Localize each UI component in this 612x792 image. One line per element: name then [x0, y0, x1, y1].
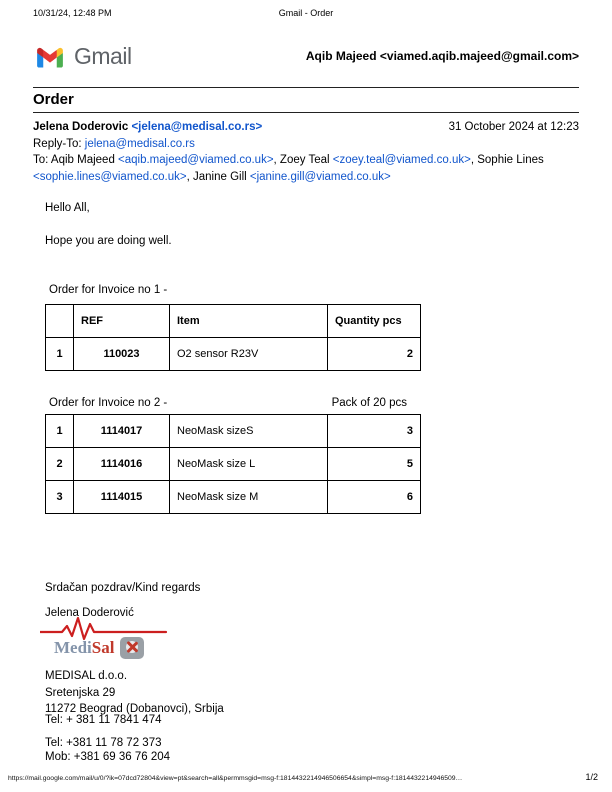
recipient-name: , Zoey Teal: [273, 154, 333, 167]
from-line: [33, 119, 579, 136]
invoice2-table: [45, 414, 421, 514]
cell-item: NeoMask size M: [170, 481, 328, 514]
cell-quantity: 5: [328, 448, 421, 481]
sender-email-link[interactable]: <jelena@medisal.co.rs>: [131, 121, 263, 133]
pack-note: Pack of 20 pcs: [331, 397, 407, 409]
logo-text-sal: Sal: [91, 638, 115, 657]
signature-name: Jelena Doderović: [45, 606, 134, 619]
from-field: [33, 119, 262, 136]
email-meta: [33, 119, 579, 186]
mobile-line: Mob: +381 69 36 76 204: [45, 751, 171, 763]
reply-to-line: [33, 136, 579, 153]
reply-to-email-link[interactable]: jelena@medisal.co.rs: [84, 137, 195, 150]
company-city: 11272 Beograd (Dobanovci), Srbija: [45, 703, 224, 716]
sender-name: Jelena Doderovic: [33, 121, 129, 133]
print-page-number: 1/2: [585, 772, 598, 782]
header-cell-index: [46, 305, 74, 338]
account-owner: Aqib Majeed <viamed.aqib.majeed@gmail.com>: [305, 49, 579, 63]
header-cell-ref: REF: [74, 305, 170, 338]
recipient-email-link[interactable]: <zoey.teal@viamed.co.uk>: [332, 154, 471, 167]
cell-ref: 1114016: [74, 448, 170, 481]
cell-ref: 1114015: [74, 481, 170, 514]
company-address-block: [45, 668, 224, 718]
gmail-m-icon: [33, 43, 67, 70]
gmail-logo: [33, 43, 132, 70]
print-datetime: 10/31/24, 12:48 PM: [33, 8, 112, 18]
print-footer-url: https://mail.google.com/mail/u/0/?ik=07dcd72804&view=pt&search=all&permmsgid=msg-f:1814432214946506654&simpl=msg-f:1814432214946509…: [8, 775, 463, 782]
cell-item: O2 sensor R23V: [170, 338, 328, 371]
recipient-email-link[interactable]: <janine.gill@viamed.co.uk>: [249, 171, 391, 184]
cell-index: 3: [46, 481, 74, 514]
medisal-wordmark: [40, 637, 190, 659]
phone-line-2: Tel: +381 11 78 72 373: [45, 737, 162, 749]
company-name: MEDISAL d.o.o.: [45, 670, 128, 682]
medisal-logo: [40, 615, 190, 659]
invoice2-label: Order for Invoice no 2 -: [49, 397, 168, 409]
table-row: [46, 448, 421, 481]
recipient-email-link[interactable]: <sophie.lines@viamed.co.uk>: [33, 171, 187, 184]
email-date: 31 October 2024 at 12:23: [448, 121, 579, 133]
divider-subject: [33, 112, 579, 113]
divider-top: [33, 87, 579, 88]
table-row: [46, 415, 421, 448]
print-footer: [8, 772, 598, 782]
print-title: Gmail - Order: [278, 8, 334, 18]
recipient-name: , Janine Gill: [186, 171, 250, 184]
cell-quantity: 3: [328, 415, 421, 448]
body-text: Hope you are doing well.: [45, 234, 172, 247]
to-line: [33, 152, 579, 185]
cell-index: 2: [46, 448, 74, 481]
signoff-text: Srdačan pozdrav/Kind regards: [45, 581, 201, 594]
cell-item: NeoMask size L: [170, 448, 328, 481]
cell-ref: 1114017: [74, 415, 170, 448]
to-label: To:: [33, 154, 49, 167]
table-header-row: [46, 305, 421, 338]
medisal-badge-icon: [120, 637, 144, 659]
header-cell-item: Item: [170, 305, 328, 338]
logo-text-medi: Medi: [54, 638, 92, 657]
print-header: [33, 8, 579, 18]
cell-item: NeoMask sizeS: [170, 415, 328, 448]
gmail-wordmark: Gmail: [74, 42, 132, 69]
table-row: [46, 338, 421, 371]
company-street: Sretenjska 29: [45, 686, 116, 699]
cell-quantity: 6: [328, 481, 421, 514]
invoice1-table: [45, 304, 421, 371]
table-row: [46, 481, 421, 514]
cell-index: 1: [46, 415, 74, 448]
email-subject: Order: [33, 91, 74, 108]
cell-ref: 110023: [74, 338, 170, 371]
invoice1-label: Order for Invoice no 1 -: [49, 284, 168, 296]
greeting-text: Hello All,: [45, 201, 90, 214]
recipient-email-link[interactable]: <aqib.majeed@viamed.co.uk>: [118, 154, 274, 167]
phone-line-1: Tel: + 381 11 7841 474: [45, 714, 162, 726]
cell-index: 1: [46, 338, 74, 371]
invoice2-label-row: [49, 397, 407, 409]
recipient-name: , Sophie Lines: [470, 154, 544, 167]
gmail-header-bar: [33, 40, 579, 72]
reply-to-label: Reply-To:: [33, 137, 82, 150]
recipient-name: Aqib Majeed: [50, 154, 119, 167]
header-cell-quantity: Quantity pcs: [328, 305, 421, 338]
cell-quantity: 2: [328, 338, 421, 371]
